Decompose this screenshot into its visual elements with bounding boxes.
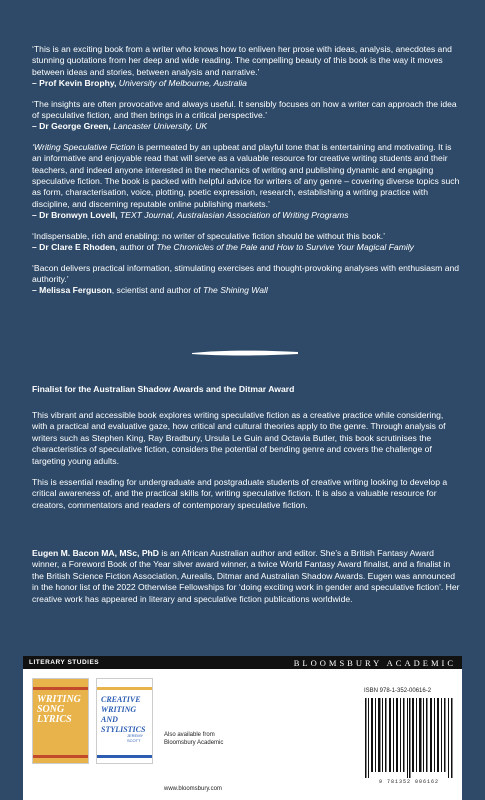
quote-attribution <box>32 285 460 296</box>
quote-author: – Dr George Green, <box>32 121 111 132</box>
author-bio-text: is an African Australian author and editor. She’s a British Fantasy Award winner, a Foreword Book of the Year silver award winner, a twice World Fantasy Award finalist, and a finalist in the British Science Fiction Association, Aurealis, Ditmar and Australian Shadow Awards. Eugen was announced in the honor list of the 2022 Otherwise Fellowships for ‘doing exciting work in gender and speculative fiction’. Her creative work has appeared in literary and speculative fiction publications worldwide. <box>32 548 460 604</box>
quote-text: ‘This is an exciting book from a writer who knows how to enliven her prose with ideas, analysis, anecdotes and stunning quotations from her deep and wide reading. The compelling beauty of this book is the way it moves between ideas and stories, between analysis and narrative.’ <box>32 44 452 77</box>
quote-author: – Prof Kevin Brophy, <box>32 78 117 89</box>
quote-affiliation: University of Melbourne, Australia <box>118 78 247 89</box>
category-label: LITERARY STUDIES <box>29 659 100 666</box>
quote-5 <box>32 263 460 297</box>
book-cover-creative-writing-stylistics <box>96 678 153 764</box>
description-paragraph: This vibrant and accessible book explores writing speculative fiction as a creative practice while considering, with a practical and evaluative gaze, how critical and cultural theories apply to the genre. Through analysis of writers such as Stephen King, Ray Bradbury, Ursula Le Guin and Octavia Butler, this book scrutinises the characteristics of speculative fiction, considers the potential of bending genre and covers the challenge of targeting young adults. <box>32 410 446 466</box>
category-bar <box>23 656 462 669</box>
quote-book-title: ‘Writing Speculative Fiction <box>32 141 136 152</box>
quote-1 <box>32 44 460 90</box>
book-title: CREATIVE WRITING AND STYLISTICS <box>101 695 146 734</box>
quote-prefix: , author of <box>115 242 157 253</box>
quote-attribution <box>32 210 460 221</box>
description-paragraph: This is essential reading for undergraduate and postgraduate students of creative writing looking to develop a critical awareness of, and the practical skills for, writing speculative fiction. It is also a valuable resource for creators, commentators and readers of contemporary speculative fiction. <box>32 477 448 510</box>
author-bio <box>32 548 460 605</box>
quote-author: – Dr Bronwyn Lovell, <box>32 210 118 221</box>
book-title: WRITING SONG LYRICS <box>37 694 81 725</box>
quote-prefix: , scientist and author of <box>111 285 204 296</box>
quote-attribution <box>32 121 460 132</box>
website-link[interactable]: www.bloomsbury.com <box>164 786 222 792</box>
praise-section <box>32 44 460 306</box>
quote-affiliation: Lancaster University, UK <box>113 121 208 132</box>
quote-3 <box>32 142 460 222</box>
isbn-label: ISBN 978-1-352-00616-2 <box>364 688 432 694</box>
quote-attribution <box>32 242 460 253</box>
quote-4 <box>32 231 460 254</box>
brush-divider <box>190 350 300 356</box>
quote-text: ‘Bacon delivers practical information, stimulating exercises and thought-provoking analyses with enthusiasm and authority.’ <box>32 262 460 284</box>
quote-text: is permeated by an upbeat and playful tone that is entertaining and motivating. It is an informative and enjoyable read that will serve as a valuable resource for creative writing students and their teachers, and indeed anyone interested in the mechanics of writing and publishing dynamic and engaging speculative fiction. The book is packed with helpful advice for writers of any genre – covering diverse topics such as form, characterisation, voice, plotting, poetic expression, research, establishing a writing practice with discipline, and discerning reputable online publishing markets.’ <box>32 141 460 209</box>
quote-attribution <box>32 78 460 89</box>
quote-author: – Dr Clare E Rhoden <box>32 242 116 253</box>
book-author: JEREMY SCOTT <box>127 733 144 743</box>
footer-panel <box>23 656 462 800</box>
quote-affiliation: TEXT Journal, Australasian Association of Writing Programs <box>119 210 349 221</box>
book-cover-writing-song-lyrics <box>32 678 89 764</box>
finalist-heading: Finalist for the Australian Shadow Awards and the Ditmar Award <box>32 384 295 394</box>
quote-text-wrapper <box>32 142 460 210</box>
publisher-name: BLOOMSBURY ACADEMIC <box>293 657 456 668</box>
quote-affiliation: The Shining Wall <box>203 285 268 296</box>
description <box>32 410 460 521</box>
quote-affiliation: The Chronicles of the Pale and How to Survive Your Magical Family <box>156 242 414 253</box>
quote-text: ‘The insights are often provocative and always useful. It sensibly focuses on how a writer can approach the idea of speculative fiction, and then brings in a critical perspective.’ <box>32 98 457 121</box>
barcode-icon <box>363 698 455 778</box>
author-name: Eugen M. Bacon MA, MSc, PhD <box>32 548 160 558</box>
also-available-text: Also available from Bloomsbury Academic <box>164 732 224 746</box>
quote-2 <box>32 99 460 133</box>
quote-author: – Melissa Ferguson <box>32 285 112 296</box>
quote-text: ‘Indispensable, rich and enabling: no writer of speculative fiction should be without this book.’ <box>32 230 386 241</box>
barcode-number: 9 781352 006162 <box>378 779 439 785</box>
